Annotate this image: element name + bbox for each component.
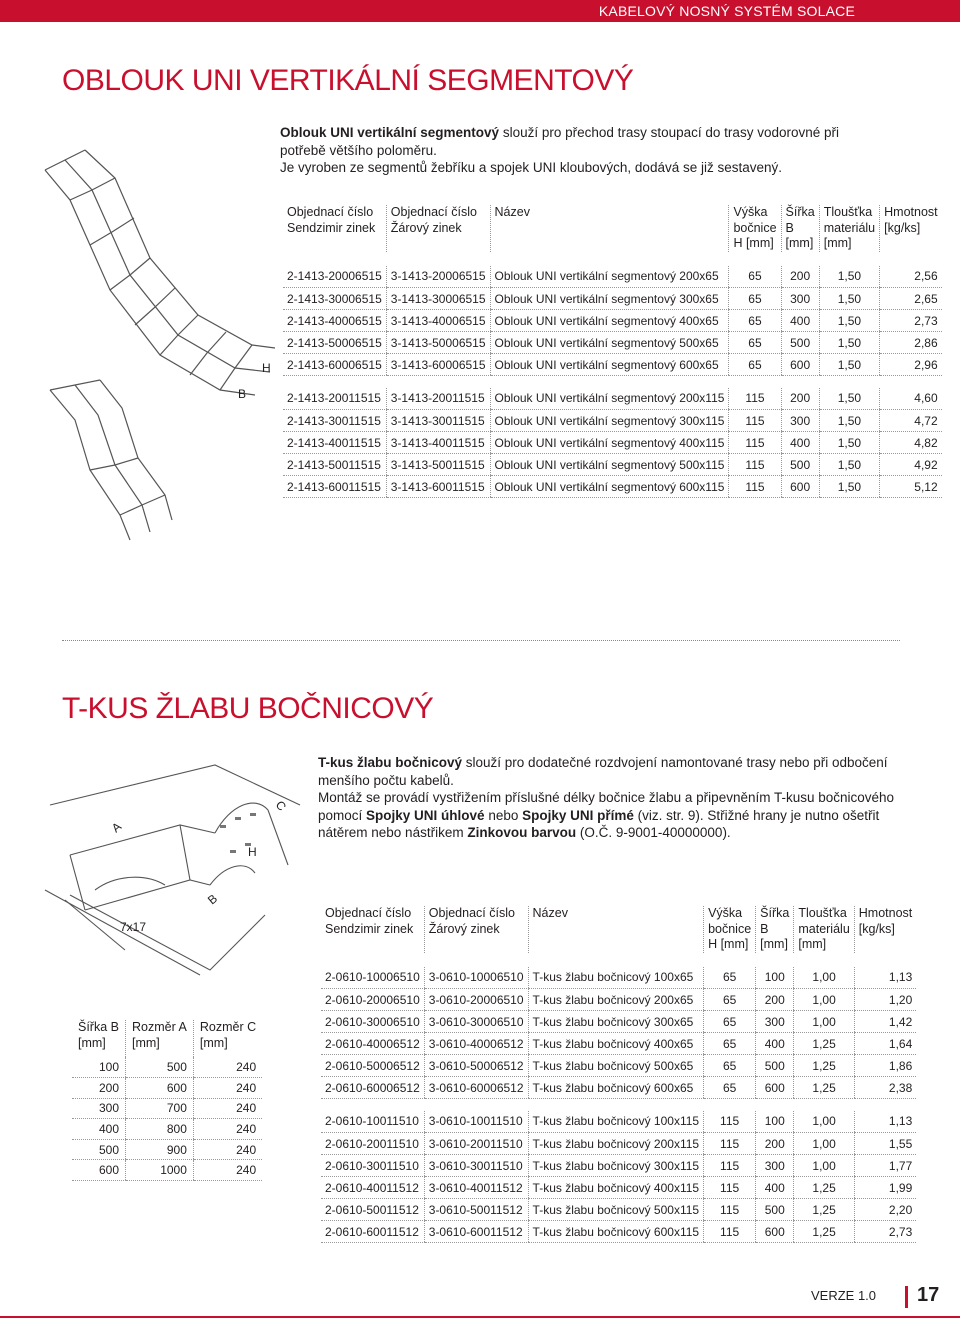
- dimension-c-label: C: [272, 797, 290, 814]
- header-bar: [0, 0, 960, 22]
- table-cell: 1,00: [794, 967, 854, 989]
- table-cell: 2-0610-60006512: [321, 1077, 424, 1099]
- table-cell: 200: [781, 266, 819, 288]
- table-cell: T-kus žlabu bočnicový 500x115: [528, 1199, 704, 1221]
- table-row: [283, 332, 942, 354]
- table-cell: T-kus žlabu bočnicový 300x115: [528, 1155, 704, 1177]
- table-cell: 3-0610-60006512: [424, 1077, 528, 1099]
- table-cell: 1,00: [794, 1011, 854, 1033]
- table-row: [321, 1133, 916, 1155]
- table-row: [283, 288, 942, 310]
- table-cell: Oblouk UNI vertikální segmentový 200x115: [490, 388, 729, 410]
- table-cell: T-kus žlabu bočnicový 200x115: [528, 1133, 704, 1155]
- table-cell: 1,13: [854, 967, 916, 989]
- table-cell: 200: [781, 388, 819, 410]
- table-row: [283, 388, 942, 410]
- table-header-row: [283, 205, 942, 252]
- table-cell: 1,00: [794, 1155, 854, 1177]
- segmented-bend-drawing: [30, 140, 280, 620]
- column-header-line: Rozměr A: [132, 1020, 187, 1034]
- table-cell: 1,55: [854, 1133, 916, 1155]
- table-cell: 2-0610-30006510: [321, 1011, 424, 1033]
- table-cell: 240: [193, 1119, 262, 1140]
- table-cell: 500: [781, 454, 819, 476]
- table-cell: 65: [729, 288, 781, 310]
- intro-bold: Oblouk UNI vertikální segmentový: [280, 125, 500, 140]
- table-cell: 500: [126, 1057, 194, 1078]
- table-cell: 2-0610-20011510: [321, 1133, 424, 1155]
- column-header-line: [mm]: [199, 1035, 228, 1050]
- table-cell: 2-1413-50006515: [283, 332, 386, 354]
- table-cell: T-kus žlabu bočnicový 300x65: [528, 1011, 704, 1033]
- table-row: [72, 1078, 262, 1099]
- footer-accent: [905, 1286, 908, 1308]
- table-cell: 800: [126, 1119, 194, 1140]
- table-cell: 3-1413-50011515: [386, 454, 490, 476]
- table-cell: 600: [756, 1221, 794, 1243]
- column-header-line: materiálu: [798, 921, 850, 936]
- table-cell: 500: [756, 1055, 794, 1077]
- column-header: [72, 1020, 126, 1057]
- table-cell: 3-1413-60011515: [386, 476, 490, 498]
- column-header: [794, 906, 854, 953]
- column-header-line: Rozměr C: [199, 1020, 257, 1034]
- column-header-line: [mm]: [823, 236, 852, 250]
- table-cell: 1000: [126, 1160, 194, 1181]
- section-intro-tkus: [318, 754, 903, 842]
- column-header-line: bočnice: [733, 220, 777, 235]
- table-cell: 1,25: [794, 1199, 854, 1221]
- column-header-line: B: [785, 220, 794, 235]
- table-cell: 3-1413-30011515: [386, 410, 490, 432]
- table-cell: 1,00: [794, 1133, 854, 1155]
- column-header: [781, 205, 819, 252]
- table-cell: 400: [781, 310, 819, 332]
- table-row: [72, 1119, 262, 1140]
- table-cell: 115: [729, 432, 781, 454]
- table-cell: 300: [756, 1011, 794, 1033]
- table-cell: 500: [756, 1199, 794, 1221]
- table-cell: 65: [704, 989, 756, 1011]
- table-row: [321, 989, 916, 1011]
- table-cell: 2-1413-40006515: [283, 310, 386, 332]
- table-cell: 3-1413-40011515: [386, 432, 490, 454]
- table-cell: 2-0610-50011512: [321, 1199, 424, 1221]
- product-table-oblouk: [283, 205, 942, 498]
- column-header-line: H [mm]: [708, 937, 749, 951]
- table-row: [283, 432, 942, 454]
- column-header-line: H [mm]: [733, 236, 774, 250]
- table-row: [321, 1155, 916, 1177]
- column-header-line: Sendzimir zinek: [325, 921, 414, 936]
- table-cell: 115: [704, 1177, 756, 1199]
- table-cell: 1,50: [819, 410, 879, 432]
- column-header-line: Objednací číslo: [390, 205, 477, 219]
- table-cell: 65: [704, 967, 756, 989]
- column-header-line: Tloušťka: [798, 906, 847, 920]
- table-row: [321, 1111, 916, 1133]
- table-row: [321, 1077, 916, 1099]
- table-row: [283, 410, 942, 432]
- table-cell: 600: [781, 354, 819, 376]
- table-cell: 1,99: [854, 1177, 916, 1199]
- table-cell: 3-0610-50011512: [424, 1199, 528, 1221]
- table-cell: 240: [193, 1098, 262, 1119]
- table-cell: T-kus žlabu bočnicový 200x65: [528, 989, 704, 1011]
- table-cell: 2-0610-10006510: [321, 967, 424, 989]
- table-cell: 240: [193, 1057, 262, 1078]
- table-cell: 1,50: [819, 310, 879, 332]
- table-cell: 3-1413-20011515: [386, 388, 490, 410]
- table-cell: Oblouk UNI vertikální segmentový 300x115: [490, 410, 729, 432]
- table-row: [72, 1139, 262, 1160]
- column-header: [729, 205, 781, 252]
- table-cell: 300: [781, 410, 819, 432]
- table-cell: 500: [72, 1139, 126, 1160]
- table-cell: 2-0610-30011510: [321, 1155, 424, 1177]
- table-cell: Oblouk UNI vertikální segmentový 500x65: [490, 332, 729, 354]
- table-cell: 100: [756, 1111, 794, 1133]
- column-header-line: Výška: [708, 906, 743, 920]
- table-cell: T-kus žlabu bočnicový 400x115: [528, 1177, 704, 1199]
- row-spacer: [321, 1099, 916, 1111]
- hole-size-label: 7x17: [120, 920, 147, 934]
- column-header-line: [mm]: [785, 236, 814, 250]
- table-cell: 1,25: [794, 1055, 854, 1077]
- table-cell: 4,60: [880, 388, 942, 410]
- column-header-line: Výška: [733, 205, 768, 219]
- table-cell: 3-0610-60011512: [424, 1221, 528, 1243]
- table-cell: 115: [704, 1155, 756, 1177]
- table-cell: 1,77: [854, 1155, 916, 1177]
- column-header: [854, 906, 916, 953]
- table-cell: 1,50: [819, 288, 879, 310]
- table-cell: 2,65: [880, 288, 942, 310]
- intro-text: slouží pro přechod trasy stoupací do trasy vodorovné při potřebě většího poloměru.: [280, 125, 839, 158]
- table-header-row: [72, 1020, 262, 1057]
- column-header: [321, 906, 424, 953]
- table-cell: 115: [729, 454, 781, 476]
- table-cell: 1,25: [794, 1033, 854, 1055]
- table-cell: 1,25: [794, 1077, 854, 1099]
- table-cell: 2,86: [880, 332, 942, 354]
- table-cell: 900: [126, 1139, 194, 1160]
- table-cell: 3-1413-20006515: [386, 266, 490, 288]
- table-cell: 115: [704, 1133, 756, 1155]
- table-cell: 600: [756, 1077, 794, 1099]
- table-row: [321, 1221, 916, 1243]
- table-cell: 300: [781, 288, 819, 310]
- table-cell: Oblouk UNI vertikální segmentový 400x115: [490, 432, 729, 454]
- table-cell: 1,00: [794, 1111, 854, 1133]
- table-cell: 2-0610-40011512: [321, 1177, 424, 1199]
- table-cell: 3-0610-40011512: [424, 1177, 528, 1199]
- table-row: [72, 1160, 262, 1181]
- table-cell: 1,50: [819, 266, 879, 288]
- dimension-b-label: B: [238, 387, 247, 401]
- table-cell: T-kus žlabu bočnicový 500x65: [528, 1055, 704, 1077]
- table-cell: 4,92: [880, 454, 942, 476]
- column-header-line: Objednací číslo: [287, 205, 374, 219]
- intro-text: nebo: [484, 807, 523, 823]
- table-cell: 2-0610-50006512: [321, 1055, 424, 1077]
- table-cell: 2-1413-40011515: [283, 432, 386, 454]
- table-row: [321, 1055, 916, 1077]
- table-cell: 115: [729, 388, 781, 410]
- table-cell: 115: [729, 410, 781, 432]
- table-header-row: [321, 906, 916, 953]
- table-row: [321, 1011, 916, 1033]
- table-cell: 1,50: [819, 354, 879, 376]
- table-cell: 3-1413-40006515: [386, 310, 490, 332]
- column-header-line: materiálu: [823, 220, 876, 235]
- table-cell: 500: [781, 332, 819, 354]
- table-cell: 2,73: [854, 1221, 916, 1243]
- table-cell: 3-1413-30006515: [386, 288, 490, 310]
- table-cell: 65: [729, 310, 781, 332]
- table-cell: 65: [704, 1055, 756, 1077]
- column-header-line: Sendzimir zinek: [287, 220, 376, 235]
- table-row: [321, 1033, 916, 1055]
- table-cell: 240: [193, 1139, 262, 1160]
- intro-bold: Spojky UNI úhlové: [366, 807, 485, 823]
- table-cell: 2,38: [854, 1077, 916, 1099]
- column-header-line: Hmotnost: [884, 205, 938, 219]
- table-cell: 2,20: [854, 1199, 916, 1221]
- table-cell: 3-1413-50006515: [386, 332, 490, 354]
- table-row: [283, 476, 942, 498]
- table-cell: 2,73: [880, 310, 942, 332]
- column-header-line: [mm]: [760, 937, 788, 951]
- table-cell: 200: [756, 989, 794, 1011]
- table-row: [321, 967, 916, 989]
- table-row: [321, 1177, 916, 1199]
- column-header-line: Šířka B: [78, 1020, 119, 1034]
- table-cell: 2-0610-60011512: [321, 1221, 424, 1243]
- column-header: [386, 205, 490, 252]
- table-cell: Oblouk UNI vertikální segmentový 600x115: [490, 476, 729, 498]
- dimension-table: [72, 1020, 262, 1181]
- t-piece-drawing: [40, 755, 310, 1005]
- table-cell: 2-1413-50011515: [283, 454, 386, 476]
- table-cell: 2-1413-60006515: [283, 354, 386, 376]
- intro-text-2: Je vyroben ze segmentů žebříku a spojek UNI kloubových, dodává se již sestavený.: [280, 160, 783, 175]
- table-cell: Oblouk UNI vertikální segmentový 600x65: [490, 354, 729, 376]
- column-header: [283, 205, 386, 252]
- table-cell: 65: [729, 354, 781, 376]
- table-cell: Oblouk UNI vertikální segmentový 300x65: [490, 288, 729, 310]
- column-header-line: Název: [494, 205, 530, 219]
- table-cell: 1,25: [794, 1221, 854, 1243]
- intro-text: (viz. str. 9). Střižné hrany je nutno ošetřit nátěrem nebo nástřikem: [318, 807, 880, 840]
- column-header-line: Hmotnost: [858, 906, 913, 920]
- column-header: [819, 205, 879, 252]
- table-cell: 1,50: [819, 476, 879, 498]
- table-cell: 65: [704, 1077, 756, 1099]
- table-cell: 200: [72, 1078, 126, 1099]
- table-row: [72, 1057, 262, 1078]
- table-cell: 115: [729, 476, 781, 498]
- table-cell: Oblouk UNI vertikální segmentový 200x65: [490, 266, 729, 288]
- table-cell: 2-1413-20011515: [283, 388, 386, 410]
- section-intro-oblouk: [280, 124, 870, 177]
- table-cell: 2-1413-20006515: [283, 266, 386, 288]
- section-title-tkus: T-KUS ŽLABU BOČNICOVÝ: [62, 692, 434, 725]
- header-label: KABELOVÝ NOSNÝ SYSTÉM SOLACE: [598, 3, 855, 19]
- table-cell: 1,20: [854, 989, 916, 1011]
- intro-bold: T-kus žlabu bočnicový: [318, 755, 463, 770]
- table-cell: 1,50: [819, 454, 879, 476]
- column-header: [880, 205, 942, 252]
- dimension-a-label: A: [108, 819, 125, 836]
- table-cell: 4,72: [880, 410, 942, 432]
- table-cell: 115: [704, 1221, 756, 1243]
- table-cell: 65: [704, 1011, 756, 1033]
- section-divider: [62, 640, 900, 641]
- table-cell: 3-0610-30006510: [424, 1011, 528, 1033]
- version-label: VERZE 1.0: [811, 1288, 877, 1303]
- table-row: [283, 266, 942, 288]
- table-cell: 1,50: [819, 332, 879, 354]
- column-header-line: Tloušťka: [823, 205, 873, 219]
- table-cell: 100: [72, 1057, 126, 1078]
- column-header-line: Objednací číslo: [428, 906, 515, 920]
- table-cell: 2-1413-30006515: [283, 288, 386, 310]
- column-header-line: [mm]: [132, 1035, 160, 1050]
- table-cell: 1,64: [854, 1033, 916, 1055]
- column-header-line: Název: [532, 906, 568, 920]
- table-cell: 600: [72, 1160, 126, 1181]
- table-cell: 3-0610-50006512: [424, 1055, 528, 1077]
- column-header-line: B: [760, 921, 769, 936]
- table-row: [72, 1098, 262, 1119]
- table-cell: T-kus žlabu bočnicový 100x65: [528, 967, 704, 989]
- table-cell: 2,96: [880, 354, 942, 376]
- column-header: [424, 906, 528, 953]
- column-header-line: Šířka: [785, 205, 815, 219]
- column-header: [490, 205, 729, 252]
- dimension-h-label: H: [262, 361, 271, 375]
- column-header-line: Žárový zinek: [390, 220, 462, 235]
- row-spacer: [321, 953, 916, 967]
- column-header: [528, 906, 704, 953]
- table-cell: 3-0610-20011510: [424, 1133, 528, 1155]
- table-cell: 2-1413-60011515: [283, 476, 386, 498]
- table-cell: 65: [729, 332, 781, 354]
- table-row: [283, 354, 942, 376]
- table-cell: 4,82: [880, 432, 942, 454]
- intro-bold: Spojky UNI přímé: [522, 807, 634, 823]
- column-header-line: Šířka: [760, 906, 790, 920]
- table-cell: 700: [126, 1098, 194, 1119]
- column-header-line: [kg/ks]: [858, 921, 895, 936]
- table-cell: T-kus žlabu bočnicový 400x65: [528, 1033, 704, 1055]
- table-cell: 300: [72, 1098, 126, 1119]
- table-cell: 5,12: [880, 476, 942, 498]
- table-cell: 240: [193, 1078, 262, 1099]
- column-header: [126, 1020, 194, 1057]
- table-cell: 3-0610-30011510: [424, 1155, 528, 1177]
- table-cell: 2,56: [880, 266, 942, 288]
- table-cell: T-kus žlabu bočnicový 600x65: [528, 1077, 704, 1099]
- row-spacer: [283, 252, 942, 266]
- intro-text: Montáž se provádí vystřižením příslušné délky bočnice žlabu a připevněním T-kusu bočnicového pomocí: [318, 790, 895, 823]
- column-header: [756, 906, 794, 953]
- table-cell: 3-0610-10006510: [424, 967, 528, 989]
- table-cell: 1,50: [819, 432, 879, 454]
- table-cell: 3-0610-40006512: [424, 1033, 528, 1055]
- table-cell: 400: [756, 1177, 794, 1199]
- column-header-line: Žárový zinek: [428, 921, 500, 936]
- table-row: [283, 454, 942, 476]
- table-cell: 2-1413-30011515: [283, 410, 386, 432]
- table-cell: Oblouk UNI vertikální segmentový 400x65: [490, 310, 729, 332]
- table-cell: 1,42: [854, 1011, 916, 1033]
- column-header-line: Objednací číslo: [325, 906, 412, 920]
- table-cell: 1,50: [819, 388, 879, 410]
- intro-text: slouží pro dodatečné rozdvojení namontované trasy nebo při odbočení menšího počtu kabelů.: [318, 755, 888, 788]
- table-cell: 2-0610-10011510: [321, 1111, 424, 1133]
- table-cell: T-kus žlabu bočnicový 600x115: [528, 1221, 704, 1243]
- product-table-tkus: [321, 906, 916, 1243]
- table-cell: 2-0610-40006512: [321, 1033, 424, 1055]
- table-cell: 240: [193, 1160, 262, 1181]
- table-cell: Oblouk UNI vertikální segmentový 500x115: [490, 454, 729, 476]
- table-cell: 115: [704, 1111, 756, 1133]
- table-cell: 100: [756, 967, 794, 989]
- section-title-oblouk: OBLOUK UNI VERTIKÁLNÍ SEGMENTOVÝ: [62, 64, 634, 97]
- table-row: [321, 1199, 916, 1221]
- table-cell: 2-0610-20006510: [321, 989, 424, 1011]
- table-cell: 1,86: [854, 1055, 916, 1077]
- column-header-line: [mm]: [798, 937, 827, 951]
- bottom-rule: [0, 1316, 960, 1318]
- column-header: [193, 1020, 262, 1057]
- table-cell: 200: [756, 1133, 794, 1155]
- table-cell: 600: [781, 476, 819, 498]
- column-header-line: [kg/ks]: [884, 220, 921, 235]
- table-cell: 65: [729, 266, 781, 288]
- dimension-b-label: B: [204, 891, 221, 908]
- table-row: [283, 310, 942, 332]
- table-cell: 1,25: [794, 1177, 854, 1199]
- table-cell: 1,00: [794, 989, 854, 1011]
- table-cell: 400: [72, 1119, 126, 1140]
- table-cell: T-kus žlabu bočnicový 100x115: [528, 1111, 704, 1133]
- column-header-line: bočnice: [708, 921, 752, 936]
- table-cell: 65: [704, 1033, 756, 1055]
- table-cell: 3-0610-20006510: [424, 989, 528, 1011]
- table-cell: 400: [781, 432, 819, 454]
- table-cell: 600: [126, 1078, 194, 1099]
- table-cell: 400: [756, 1033, 794, 1055]
- table-cell: 115: [704, 1199, 756, 1221]
- intro-bold: Zinkovou barvou: [467, 825, 577, 840]
- table-cell: 1,13: [854, 1111, 916, 1133]
- column-header-line: [mm]: [78, 1035, 106, 1050]
- intro-text: (O.Č. 9-9001-40000000).: [576, 825, 731, 840]
- table-cell: 300: [756, 1155, 794, 1177]
- table-cell: 3-1413-60006515: [386, 354, 490, 376]
- table-cell: 3-0610-10011510: [424, 1111, 528, 1133]
- page-number: 17: [917, 1284, 940, 1306]
- dimension-h-label: H: [248, 845, 257, 859]
- column-header: [704, 906, 756, 953]
- row-spacer: [283, 376, 942, 388]
